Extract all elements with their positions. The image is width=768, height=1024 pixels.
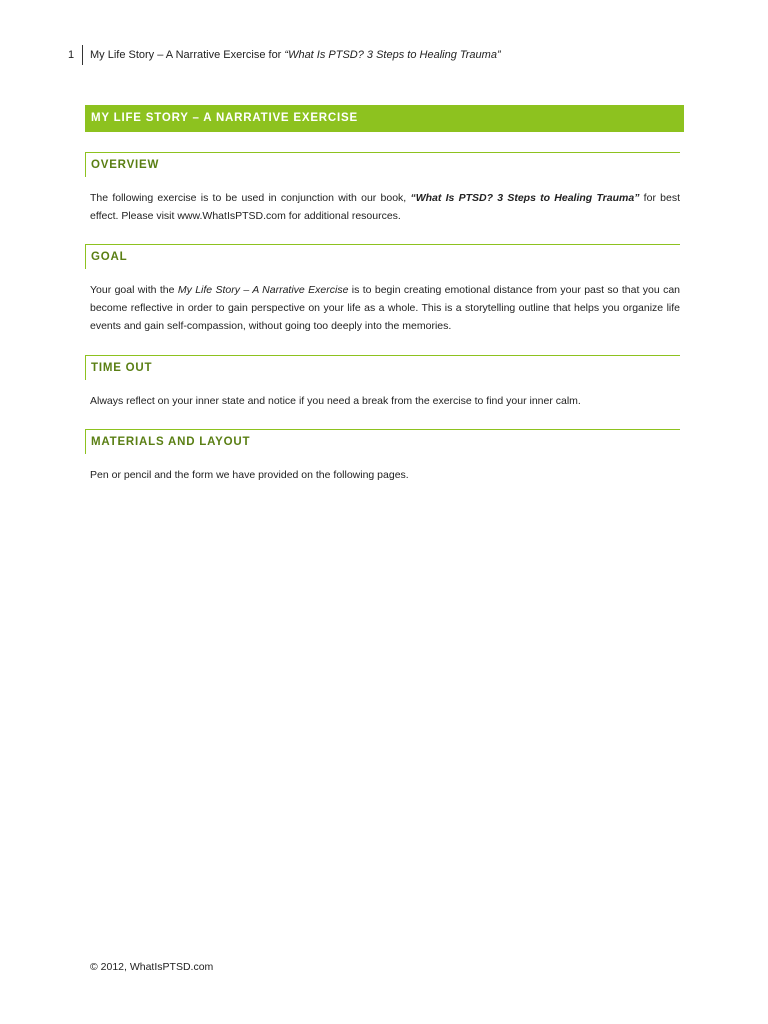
overview-book-title: “What Is PTSD? 3 Steps to Healing Trauma” [410,192,640,204]
section-body-overview [85,189,680,225]
document-title-bar: MY LIFE STORY – A NARRATIVE EXERCISE [85,105,684,132]
header-title [90,49,501,61]
header-title-prefix: My Life Story – A Narrative Exercise for [90,49,285,61]
section-body-materials: Pen or pencil and the form we have provided on the following pages. [90,469,409,481]
section-body-goal [85,281,680,335]
section-heading-goal: GOAL [85,244,680,269]
section-heading-materials: MATERIALS AND LAYOUT [85,429,680,454]
page-footer: © 2012, WhatIsPTSD.com [90,961,214,973]
goal-text-end: is to begin creating emotional distance from your past so that you can become reflective in order to gain perspective on your life as a whole. This is a storytelling outline that helps you organize life events and gain self-compassion, without going too deeply into the memories. [90,284,681,332]
section-time-out [85,355,680,410]
section-heading-overview: OVERVIEW [85,152,680,177]
page-header [68,45,501,65]
overview-text-start: The following exercise is to be used in conjunction with our book, [90,192,411,204]
page-number: 1 [68,49,75,61]
goal-text-start: Your goal with the [90,284,178,296]
section-materials [85,429,680,484]
section-heading-time-out: TIME OUT [85,355,680,380]
goal-exercise-title: My Life Story – A Narrative Exercise [177,284,349,296]
header-book-title: “What Is PTSD? 3 Steps to Healing Trauma” [284,49,501,61]
section-overview [85,152,680,225]
overview-text-end: for best effect. Please visit www.WhatIsPTSD.com for additional resources. [90,192,681,222]
section-body-time-out: Always reflect on your inner state and notice if you need a break from the exercise to find your inner calm. [90,395,581,407]
section-goal [85,244,680,335]
header-divider [82,45,83,65]
